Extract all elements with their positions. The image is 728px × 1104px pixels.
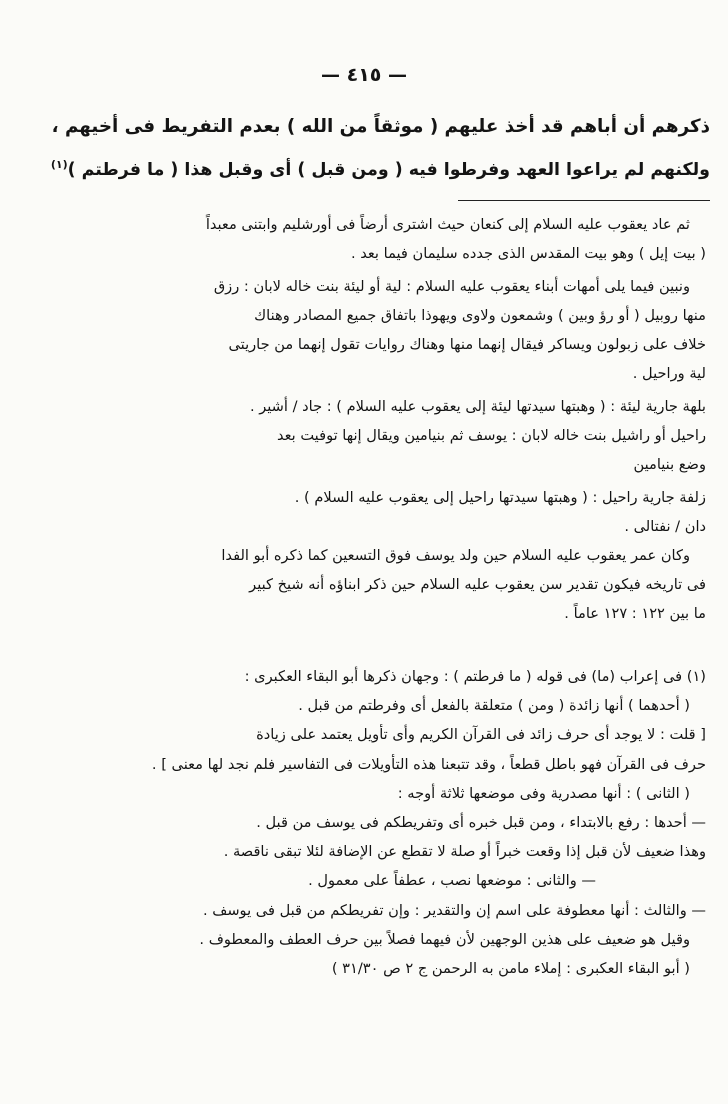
main-text [56, 210, 706, 628]
text-line: وضع بنيامين [633, 456, 706, 473]
text-line: منها روبيل ( أو رؤ وبين ) وشمعون ولاوى ويهوذا باتفاق جميع المصادر وهناك [254, 307, 706, 324]
footnote-line: (١) فى إعراب (ما) فى قوله ( ما فرطتم ) : وجهان ذكرها أبو البقاء العكبرى : [244, 668, 706, 685]
footnote-separator-rule [458, 200, 710, 201]
page-number: — ٤١٥ — [320, 64, 408, 86]
footnote-line: ( أحدهما ) أنها زائدة ( ومن ) متعلقة بالفعل أى وفرطتم من قبل . [298, 697, 690, 715]
footnote-line: [ قلت : لا يوجد أى حرف زائد فى القرآن الكريم وأى تأويل يعتمد على زيادة [256, 726, 706, 744]
paragraph-bilhah [56, 392, 706, 479]
footnote-line: حرف فى القرآن فهو باطل قطعاً ، وقد تتبعنا هذه التأويلات فى التفاسير فلم نجد لها معنى ] . [151, 755, 706, 773]
verse-line-1: ذكرهم أن أباهم قد أخذ عليهم ( موثقاً من الله ) بعدم التفريط فى أخيهم ، [51, 116, 710, 137]
text-line: وكان عمر يعقوب عليه السلام حين ولد يوسف فوق التسعين كما ذكره أبو الفدا [221, 547, 690, 564]
text-line: راحيل أو راشيل بنت خاله لابان : يوسف ثم بنيامين ويقال إنها توفيت بعد [276, 427, 706, 444]
footnote-line: ( أبو البقاء العكبرى : إملاء مامن به الرحمن ج ٢ ص ٣١/٣٠ ) [331, 960, 690, 978]
verse-line-2-text: ولكنهم لم يراعوا العهد وفرطوا فيه ( ومن قبل ) أى وقبل هذا ( ما فرطتم ) [67, 159, 710, 180]
text-line: ثم عاد يعقوب عليه السلام إلى كنعان حيث اشترى أرضاً فى أورشليم وابتنى معبداً [205, 216, 690, 233]
paragraph-mothers [56, 272, 706, 388]
footnote-line: ( الثانى ) : أنها مصدرية وفى موضعها ثلاثة أوجه : [397, 784, 690, 802]
verse-line-2 [48, 146, 710, 189]
footnote-line: وقيل هو ضعيف على هذين الوجهين لأن فيهما فصلاً بين حرف العطف والمعطوف . [199, 930, 690, 948]
text-line: بلهة جارية ليئة : ( وهبتها سيدتها ليئة إلى يعقوب عليه السلام ) : جاد / أشير . [249, 398, 706, 415]
footnote-line: — أحدها : رفع بالابتداء ، ومن قبل خبره أى وتفريطكم فى يوسف من قبل . [256, 814, 706, 832]
text-line: ما بين ١٢٢ : ١٢٧ عاماً . [564, 605, 706, 622]
text-line: فى تاريخه فيكون تقدير سن يعقوب عليه السلام حين ذكر ابناؤه أنه شيخ كبير [249, 576, 706, 593]
text-line: دان / نفتالى . [624, 518, 706, 535]
paragraph-zilpah [56, 483, 706, 541]
footnote-line: وهذا ضعيف لأن قبل إذا وقعت خبراً أو صلة لا تقطع عن الإضافة لئلا تبقى ناقصة . [223, 843, 706, 861]
text-line: خلاف على زبولون ويساكر فيقال إنهما منها وهناك روايات تقول إنهما من جاريتى [228, 336, 706, 353]
footnote-reference: (١) [50, 158, 68, 171]
footnote-line: — والثانى : موضعها نصب ، عطفاً على معمول . [308, 872, 596, 890]
footnote-line: — والثالث : أنها معطوفة على اسم إن والتقدير : وإن تفريطكم من قبل فى يوسف . [202, 901, 706, 919]
text-line: زلفة جارية راحيل : ( وهبتها سيدتها راحيل إلى يعقوب عليه السلام ) . [294, 489, 706, 506]
verse-commentary [48, 108, 710, 189]
footnote-section [56, 662, 706, 983]
text-line: ونبين فيما يلى أمهات أبناء يعقوب عليه السلام : لية أو ليئة بنت خاله لابان : رزق [213, 278, 690, 295]
text-line: لية وراحيل . [632, 365, 706, 382]
paragraph-temple [56, 210, 706, 268]
text-line: ( بيت إيل ) وهو بيت المقدس الذى جدده سليمان فيما بعد . [350, 245, 706, 262]
paragraph-age [56, 541, 706, 628]
